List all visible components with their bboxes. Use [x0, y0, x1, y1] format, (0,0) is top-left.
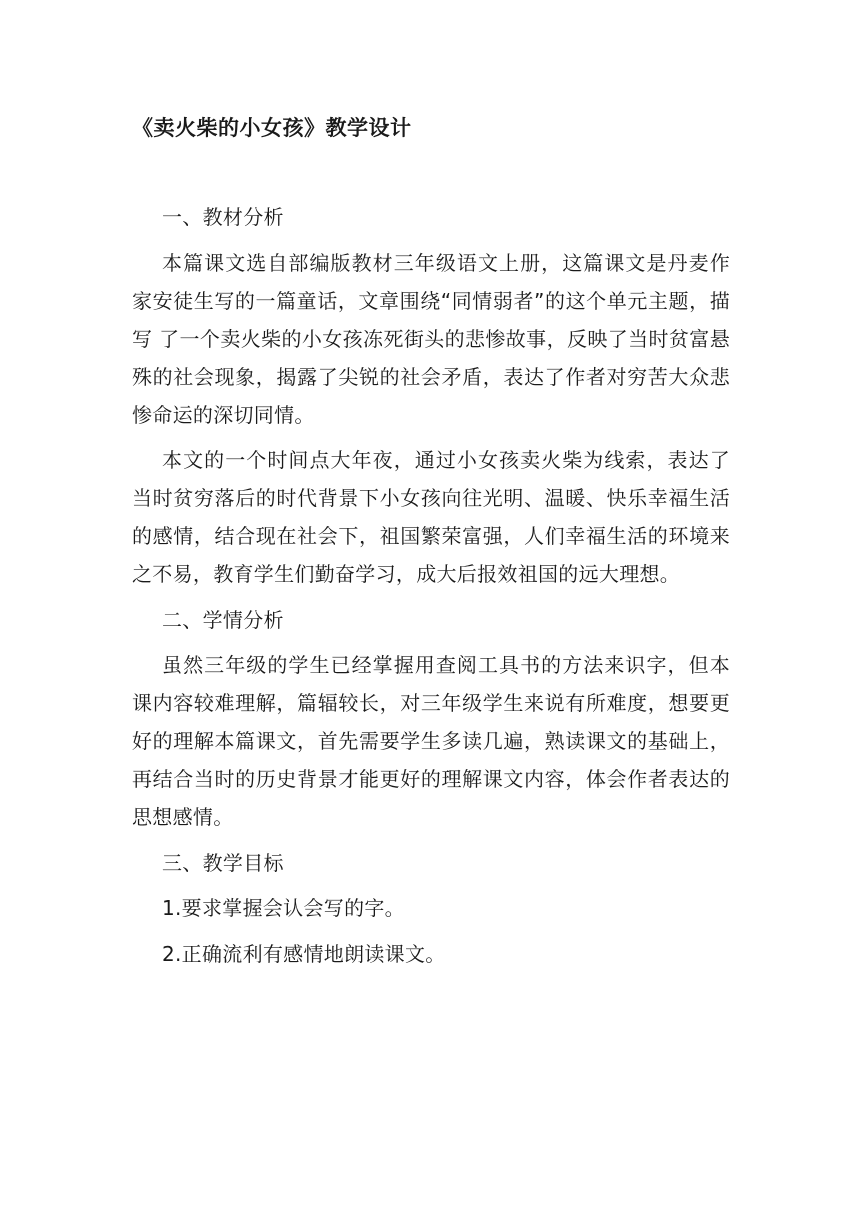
- document-body: [132, 198, 730, 980]
- section-heading-goals: 三、教学目标: [162, 850, 284, 875]
- goal-item-2: 2.正确流利有感情地朗读课文。: [162, 941, 446, 966]
- section-heading-materials: 一、教材分析: [162, 205, 284, 229]
- goal-item-1: 1.要求掌握会认会写的字。: [162, 896, 405, 920]
- paragraph-learners: 虽然三年级的学生已经掌握用查阅工具书的方法来识字，但本课内容较难理解，篇辐较长，对三年级学生来说有所难度，想要更好的理解本篇课文，首先需要学生多读几遍，熟读课文的基础上，再结合当时的历史背景才能更好的理解课文内容，体会作者表达的思想感情。: [132, 653, 730, 829]
- paragraph-materials-1: 本篇课文选自部编版教材三年级语文上册，这篇课文是丹麦作家安徒生写的一篇童话，文章围绕“同情弱者”的这个单元主题，描写 了一个卖火柴的小女孩冻死街头的悲惨故事，反映了当时贫富悬殊的社会现象，揭露了尖锐的社会矛盾，表达了作者对穷苦大众悲惨命运的深切同情。: [132, 250, 730, 427]
- document-title: 《卖火柴的小女孩》教学设计: [132, 116, 412, 140]
- paragraph-materials-2: 本文的一个时间点大年夜，通过小女孩卖火柴为线索，表达了当时贫穷落后的时代背景下小女孩向往光明、温暖、快乐幸福生活的感情，结合现在社会下，祖国繁荣富强，人们幸福生活的环境来之不易，教育学生们勤奋学习，成大后报效祖国的远大理想。: [132, 448, 730, 586]
- section-heading-learners: 二、学情分析: [162, 607, 284, 632]
